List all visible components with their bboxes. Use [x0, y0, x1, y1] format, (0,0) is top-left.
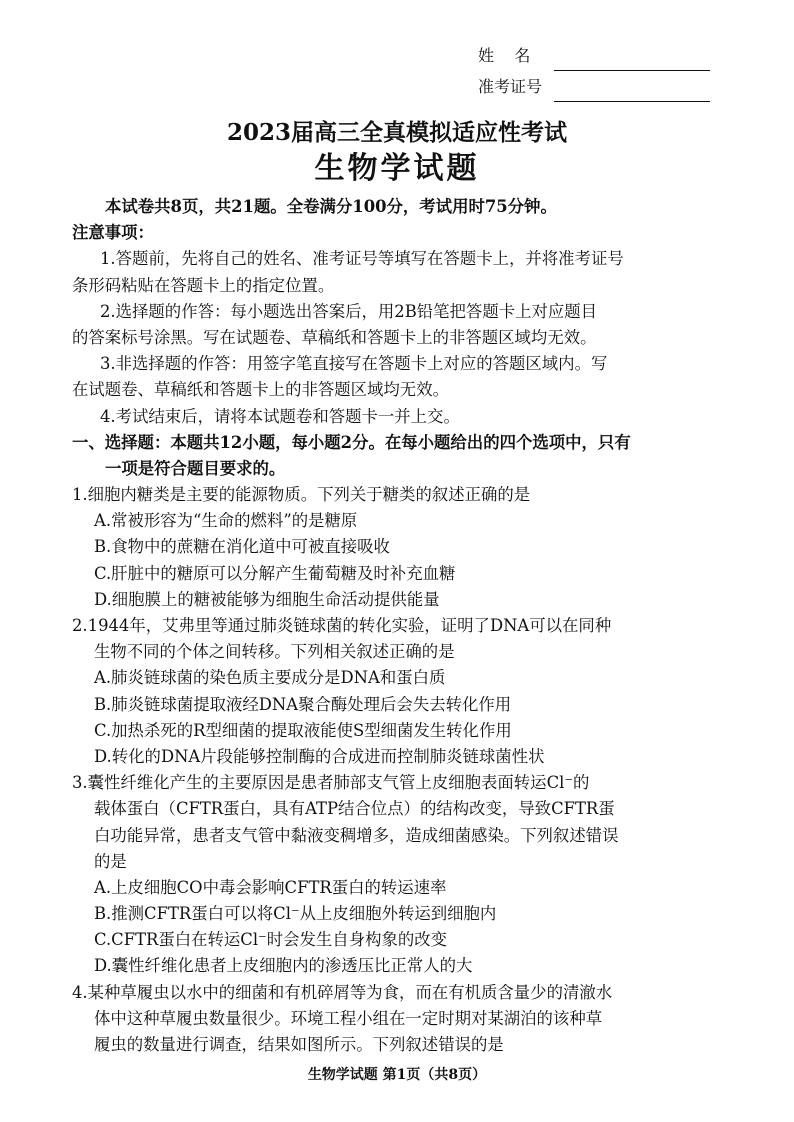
question-3-stem: 3.囊性纤维化产生的主要原因是患者肺部支气管上皮细胞表面转运Cl⁻的 — [72, 773, 590, 793]
page-footer: 生物学试题 第1页（共8页） — [307, 1067, 487, 1083]
notice-item-3: 3.非选择题的作答：用签字笔直接写在答题卡上对应的答题区域内。写 — [100, 354, 608, 374]
question-1-option-d: D.细胞膜上的糖被能够为细胞生命活动提供能量 — [94, 589, 440, 609]
question-1-stem: 1.细胞内糖类是主要的能源物质。下列关于糖类的叙述正确的是 — [72, 485, 531, 505]
candidate-info — [478, 40, 710, 102]
question-2-option-b: B.肺炎链球菌提取液经DNA聚合酶处理后会失去转化作用 — [94, 694, 512, 714]
exam-body — [72, 194, 732, 1058]
question-3-option-a: A.上皮细胞CO中毒会影响CFTR蛋白的转运速率 — [94, 877, 447, 897]
question-3-option-d: D.囊性纤维化患者上皮细胞内的渗透压比正常人的大 — [94, 956, 473, 976]
section-heading: 一、选择题：本题共12小题，每小题2分。在每小题给出的四个选项中，只有 — [72, 432, 631, 452]
question-2-stem: 2.1944年，艾弗里等通过肺炎链球菌的转化实验，证明了DNA可以在同种 — [72, 616, 612, 635]
ticket-label: 准考证号 — [478, 77, 543, 96]
ticket-blank[interactable] — [554, 81, 710, 102]
question-1-option-b: B.食物中的蔗糖在消化道中可被直接吸收 — [94, 537, 390, 557]
notice-item-4: 4.考试结束后，请将本试题卷和答题卡一并上交。 — [100, 406, 460, 426]
question-4-stem-cont-2: 履虫的数量进行调查，结果如图所示。下列叙述错误的是 — [94, 1035, 504, 1054]
name-label: 姓 名 — [478, 46, 531, 65]
exam-title: 2023届高三全真模拟适应性考试 — [226, 119, 567, 146]
notice-heading: 注意事项： — [72, 223, 154, 243]
ticket-row — [478, 71, 710, 102]
name-row — [478, 40, 710, 71]
question-3-stem-cont-3: 的是 — [94, 851, 127, 871]
question-2-option-a: A.肺炎链球菌的染色质主要成分是DNA和蛋白质 — [94, 668, 446, 688]
notice-item-1-cont: 条形码粘贴在答题卡上的指定位置。 — [72, 275, 335, 295]
name-blank[interactable] — [554, 50, 710, 71]
question-2-option-d: D.转化的DNA片段能够控制酶的合成进而控制肺炎链球菌性状 — [94, 746, 545, 766]
question-2-option-c: C.加热杀死的R型细菌的提取液能使S型细菌发生转化作用 — [94, 720, 512, 740]
question-1-option-a: A.常被形容为“生命的燃料”的是糖原 — [94, 511, 358, 531]
notice-item-1: 1.答题前，先将自己的姓名、准考证号等填写在答题卡上，并将准考证号 — [100, 249, 624, 269]
question-4-stem-cont-1: 体中这种草履虫数量很少。环境工程小组在一定时期对某湖泊的该种草 — [94, 1008, 603, 1028]
exam-intro: 本试卷共8页，共21题。全卷满分100分，考试用时75分钟。 — [105, 197, 557, 216]
notice-item-2: 2.选择题的作答：每小题选出答案后，用2B铅笔把答题卡上对应题目 — [100, 301, 598, 321]
question-3-option-b: B.推测CFTR蛋白可以将Cl⁻从上皮细胞外转运到细胞内 — [94, 904, 497, 924]
question-3-stem-cont-1: 载体蛋白（CFTR蛋白，具有ATP结合位点）的结构改变，导致CFTR蛋 — [94, 799, 615, 819]
question-1-option-c: C.肝脏中的糖原可以分解产生葡萄糖及时补充血糖 — [94, 563, 456, 583]
question-2-stem-cont: 生物不同的个体之间转移。下列相关叙述正确的是 — [94, 642, 455, 662]
question-3-option-c: C.CFTR蛋白在转运Cl⁻时会发生自身构象的改变 — [94, 930, 448, 950]
section-heading-cont: 一项是符合题目要求的。 — [105, 458, 286, 478]
notice-item-3-cont: 在试题卷、草稿纸和答题卡上的非答题区域均无效。 — [72, 380, 449, 400]
notice-item-2-cont: 的答案标号涂黑。写在试题卷、草稿纸和答题卡上的非答题区域均无效。 — [72, 327, 597, 347]
question-3-stem-cont-2: 白功能异常，患者支气管中黏液变稠增多，造成细菌感染。下列叙述错误 — [94, 825, 619, 845]
subject-title: 生物学试题 — [314, 151, 480, 186]
question-4-stem: 4.某种草履虫以水中的细菌和有机碎屑等为食，而在有机质含量少的清澈水 — [72, 982, 613, 1002]
